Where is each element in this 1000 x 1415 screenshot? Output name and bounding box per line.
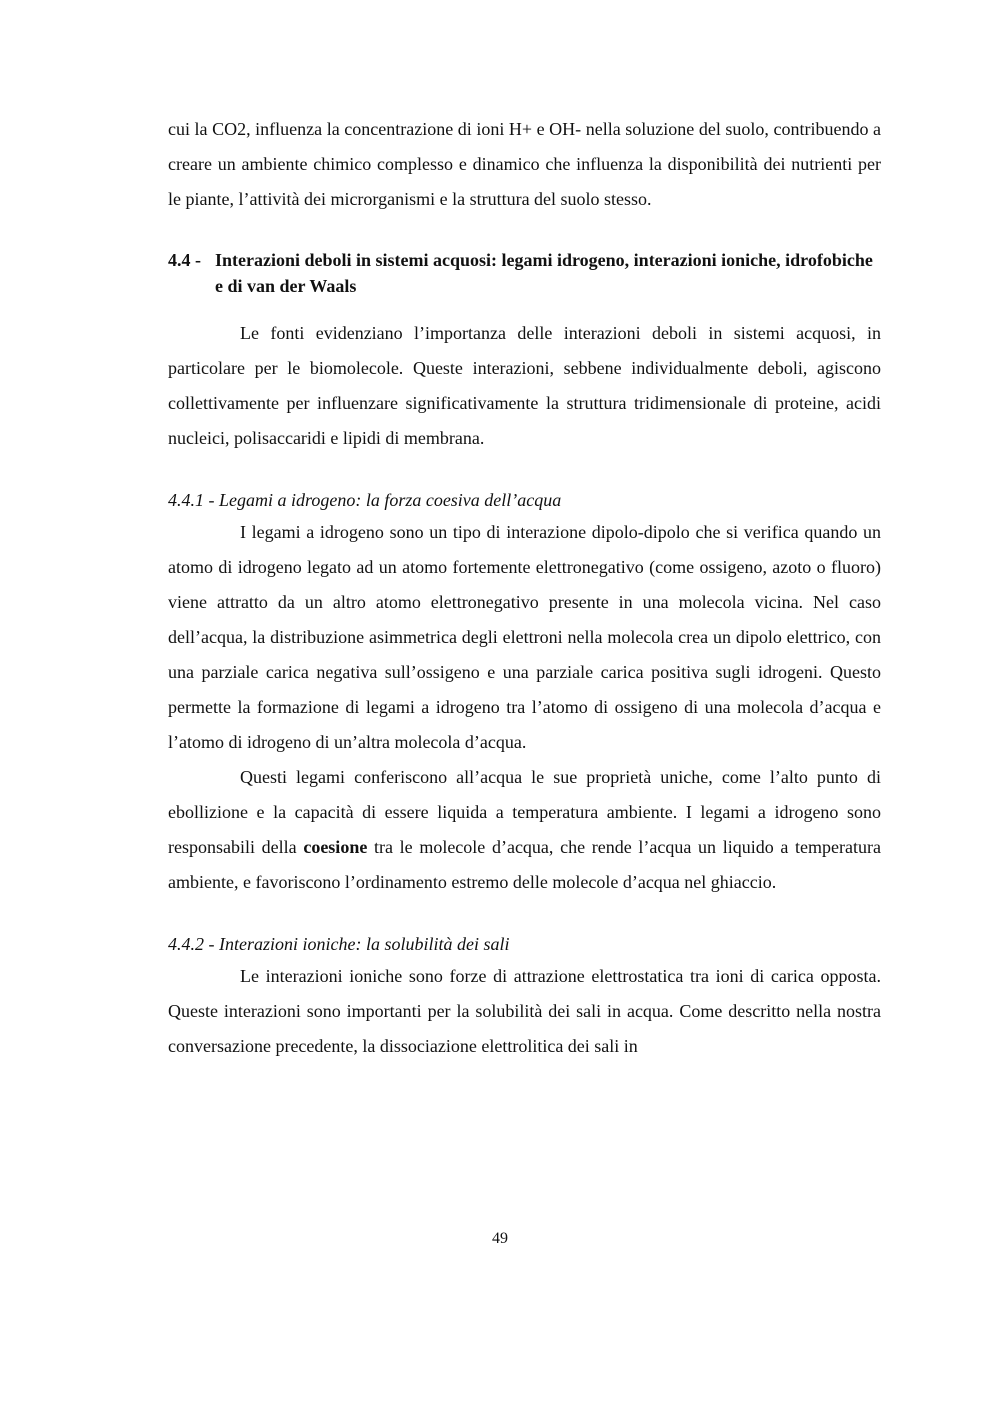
paragraph-continuation: cui la CO2, influenza la concentrazione di ioni H+ e OH- nella soluzione del suolo, contribuendo a creare un ambiente chimico complesso e dinamico che influenza la disponibilità dei nutrienti per le piante, l’attività dei microrganismi e la struttura del suolo stesso. xyxy=(168,119,881,209)
paragraph-cohesion-part1: Questi legami conferiscono all’acqua le sue proprietà uniche, come l’alto punto di ebollizione e la capacità di essere liquida a temperatura ambiente. I legami a idrogeno sono responsabili della xyxy=(168,767,881,857)
paragraph-cohesion xyxy=(168,760,881,900)
page-number: 49 xyxy=(492,1230,508,1247)
paragraph-hydrogen-bonds: I legami a idrogeno sono un tipo di interazione dipolo-dipolo che si verifica quando un atomo di idrogeno legato ad un atomo fortemente elettronegativo (come ossigeno, azoto o fluoro) viene attratto da un altro atomo elettronegativo presente in una molecola vicina. Nel caso dell’acqua, la distribuzione asimmetrica degli elettroni nella molecola crea un dipolo elettrico, con una parziale carica negativa sull’ossigeno e una parziale carica positiva sugli idrogeni. Questo permette la formazione di legami a idrogeno tra l’atomo di ossigeno di una molecola d’acqua e l’atomo di idrogeno di un’altra molecola d’acqua. xyxy=(168,522,881,752)
subsection-heading-441: 4.4.1 - Legami a idrogeno: la forza coesiva dell’acqua xyxy=(168,490,562,510)
section-number: 4.4 - xyxy=(168,250,201,270)
subsection-heading-442: 4.4.2 - Interazioni ioniche: la solubilità dei sali xyxy=(168,934,510,954)
section-heading xyxy=(168,247,881,299)
paragraph-intro: Le fonti evidenziano l’importanza delle interazioni deboli in sistemi acquosi, in particolare per le biomolecole. Queste interazioni, sebbene individualmente deboli, agiscono collettivamente per influenzare significativamente la struttura tridimensionale di proteine, acidi nucleici, polisaccaridi e lipidi di membrana. xyxy=(168,323,881,448)
cohesion-term: coesione xyxy=(303,837,368,857)
page-body xyxy=(168,112,881,1064)
paragraph-ionic-interactions: Le interazioni ioniche sono forze di attrazione elettrostatica tra ioni di carica opposta. Queste interazioni sono importanti per la solubilità dei sali in acqua. Come descritto nella nostra conversazione precedente, la dissociazione elettrolitica dei sali in xyxy=(168,966,881,1056)
section-title: Interazioni deboli in sistemi acquosi: legami idrogeno, interazioni ioniche, idrofobiche e di van der Waals xyxy=(215,250,873,296)
paragraph-cohesion-part2: tra le molecole d’acqua, che rende l’acqua un liquido a temperatura ambiente, e favoriscono l’ordinamento estremo delle molecole d’acqua nel ghiaccio. xyxy=(168,837,882,892)
